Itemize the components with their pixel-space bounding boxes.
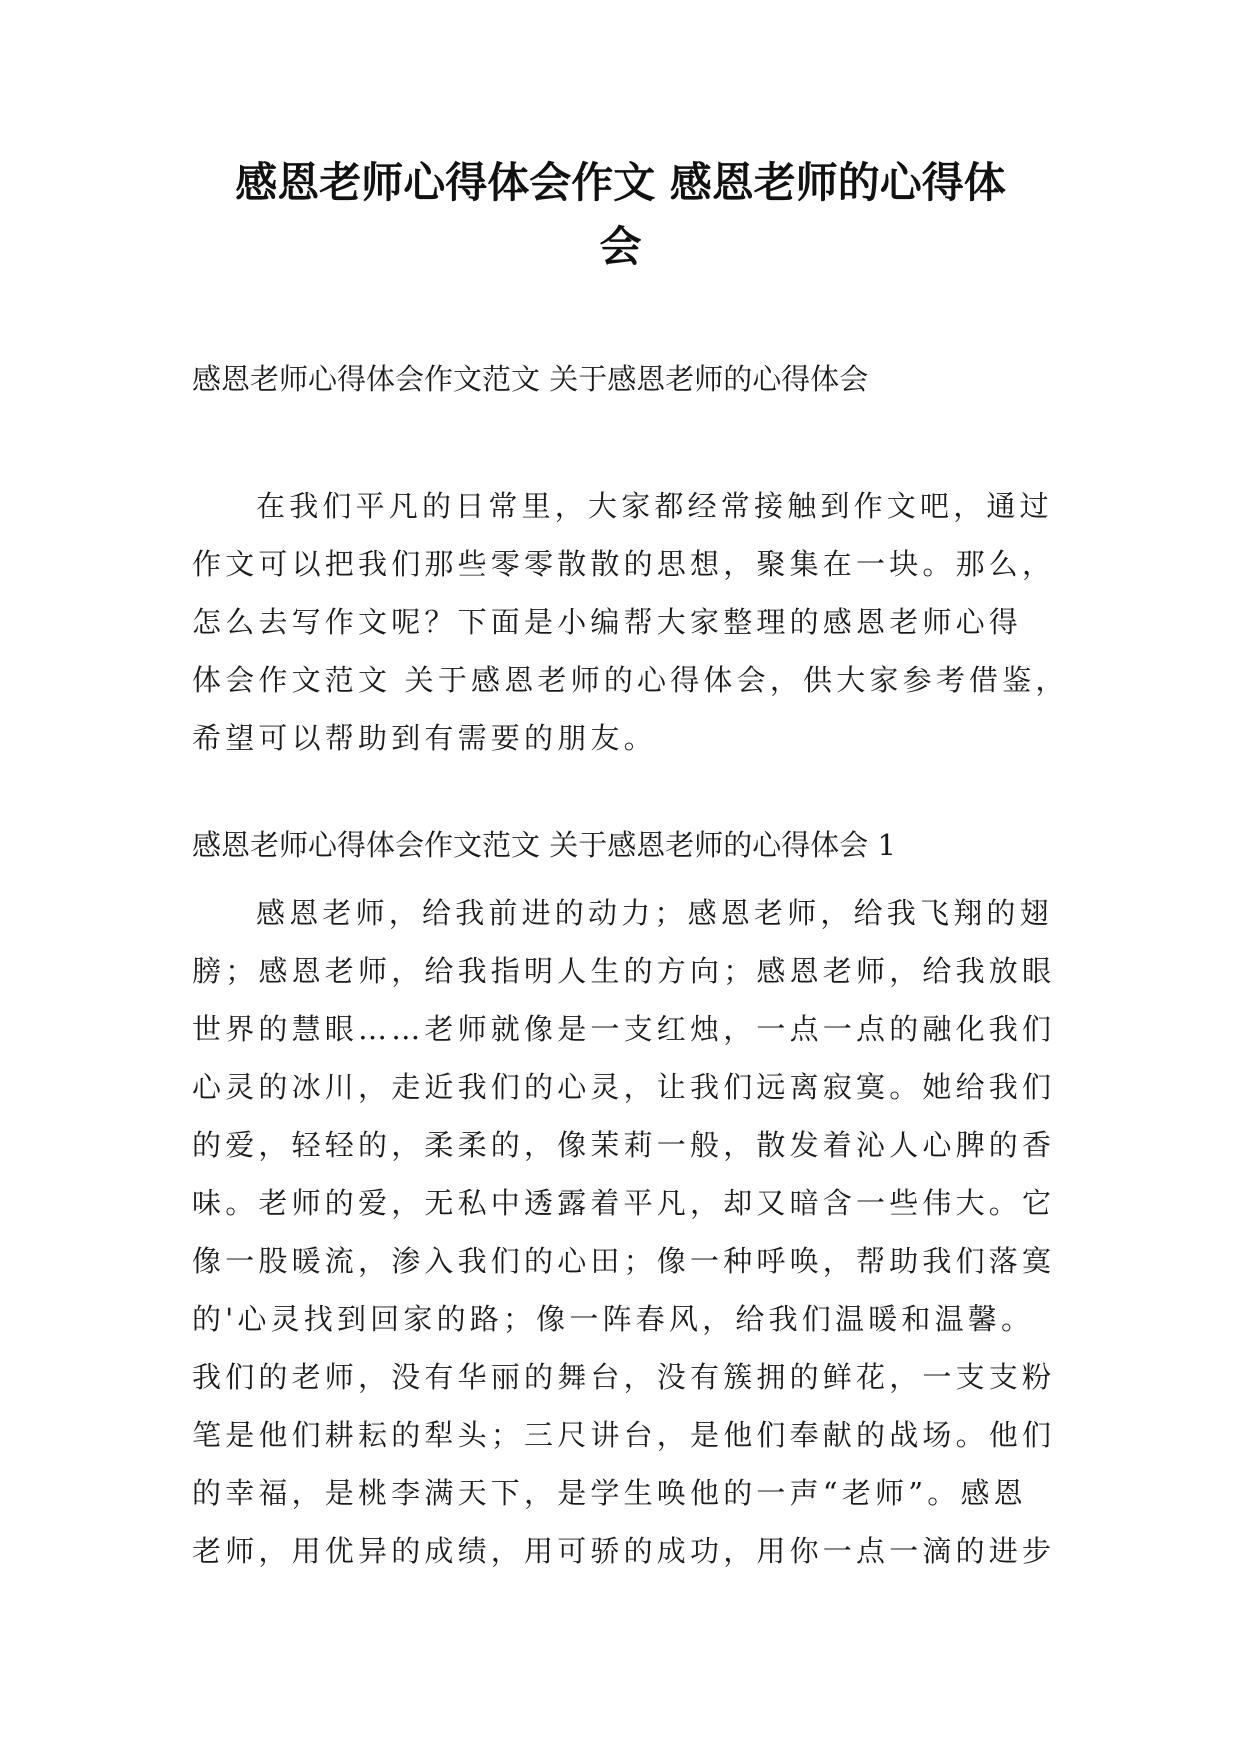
text-line: 世界的慧眼……老师就像是一支红烛，一点一点的融化我们: [192, 1012, 1056, 1046]
section-heading: 感恩老师心得体会作文范文 关于感恩老师的心得体会 1: [192, 828, 896, 862]
text-line: 老师，用优异的成绩，用可骄的成功，用你一点一滴的进步: [192, 1534, 1056, 1568]
document-subtitle: 感恩老师心得体会作文范文 关于感恩老师的心得体会: [192, 362, 869, 396]
text-line: 膀；感恩老师，给我指明人生的方向；感恩老师，给我放眼: [192, 954, 1056, 988]
text-line: 的爱，轻轻的，柔柔的，像茉莉一般，散发着沁人心脾的香: [192, 1128, 1056, 1162]
text-line: 味。老师的爱，无私中透露着平凡，却又暗含一些伟大。它: [192, 1186, 1056, 1220]
text-line: 笔是他们耕耘的犁头；三尺讲台，是他们奉献的战场。他们: [192, 1418, 1056, 1452]
text-line: 像一股暖流，渗入我们的心田；像一种呼唤，帮助我们落寞: [192, 1244, 1056, 1278]
text-line: 怎么去写作文呢？下面是小编帮大家整理的感恩老师心得: [192, 605, 1023, 639]
document-title-line-2: 会: [599, 222, 642, 271]
text-line: 希望可以帮助到有需要的朋友。: [192, 721, 657, 755]
text-line: 的幸福，是桃李满天下，是学生唤他的一声“老师”。感恩: [192, 1476, 1027, 1510]
text-line: 感恩老师，给我前进的动力；感恩老师，给我飞翔的翅: [256, 896, 1053, 930]
text-line: 作文可以把我们那些零零散散的思想，聚集在一块。那么，: [192, 547, 1056, 581]
body-paragraph: [192, 884, 1072, 1580]
intro-paragraph: [192, 477, 1072, 767]
text-line: 的'心灵找到回家的路；像一阵春风，给我们温暖和温馨。: [192, 1302, 1035, 1336]
text-line: 在我们平凡的日常里，大家都经常接触到作文吧，通过: [256, 489, 1053, 523]
text-line: 我们的老师，没有华丽的舞台，没有簇拥的鲜花，一支支粉: [192, 1360, 1056, 1394]
text-line: 心灵的冰川，走近我们的心灵，让我们远离寂寞。她给我们: [192, 1070, 1056, 1104]
text-line: 体会作文范文 关于感恩老师的心得体会，供大家参考借鉴，: [192, 663, 1069, 697]
document-title-line-1: 感恩老师心得体会作文 感恩老师的心得体: [235, 158, 1006, 207]
